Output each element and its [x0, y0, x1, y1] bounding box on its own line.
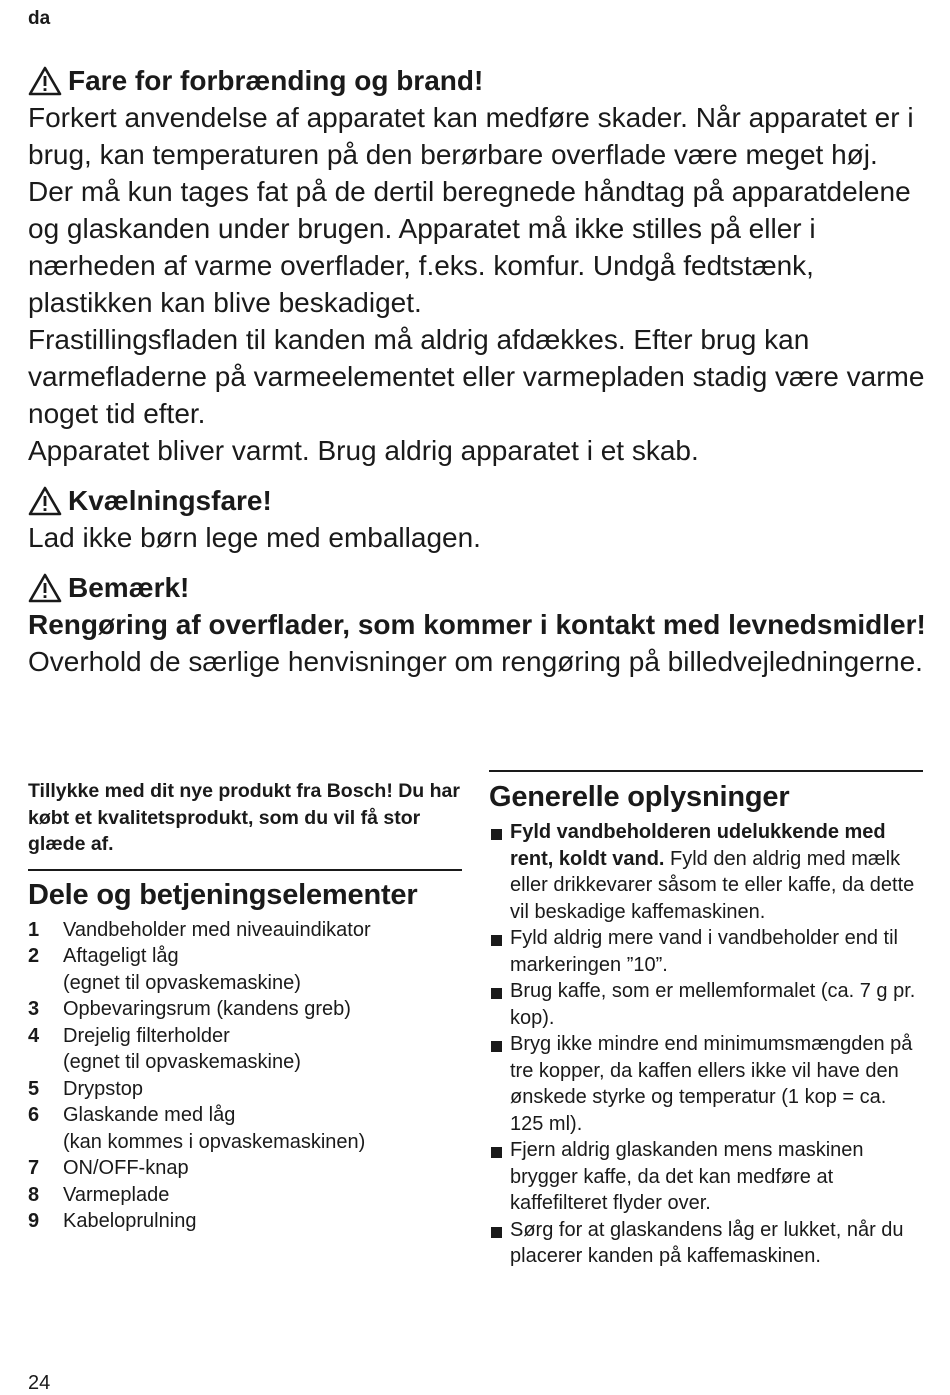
- list-item: [28, 1076, 462, 1103]
- list-item: [28, 996, 462, 1023]
- list-item: [489, 819, 923, 925]
- section-divider: [489, 770, 923, 815]
- bullet-square-icon: [489, 1137, 510, 1217]
- item-number: 1: [28, 918, 40, 941]
- right-column: [489, 770, 923, 1270]
- warning-title: [28, 569, 928, 606]
- list-item: [28, 943, 462, 996]
- warning-body-text: Lad ikke børn lege med emballagen.: [28, 522, 481, 553]
- list-item: [28, 1023, 462, 1076]
- bullet-square-icon: [489, 978, 510, 1031]
- item-text: Drejelig filterholder (egnet til opvaskemaskine): [63, 1024, 301, 1073]
- warning-triangle-icon: [28, 573, 62, 603]
- item-text: Vandbeholder med niveauindikator: [63, 918, 371, 941]
- list-item: [489, 1217, 923, 1270]
- bullet-plain-text: Fyld aldrig mere vand i vandbeholder end til markeringen ”10”.: [510, 927, 898, 976]
- list-item: [489, 925, 923, 978]
- item-number: 8: [28, 1183, 40, 1206]
- item-number: 4: [28, 1024, 40, 1047]
- bullet-plain-text: Bryg ikke mindre end minimumsmængden på tre kopper, da kaffen ellers ikke vil have den ønskede styrke og temperatur (1 kop = ca. 125 ml).: [510, 1033, 913, 1135]
- general-heading: Generelle oplysninger: [489, 781, 790, 813]
- bullet-text: [510, 819, 923, 925]
- item-text: Drypstop: [63, 1077, 144, 1100]
- bullet-plain-text: Sørg for at glaskandens låg er lukket, når du placerer kanden på kaffemaskinen.: [510, 1218, 904, 1267]
- warning-suffocation: [28, 482, 928, 556]
- item-number: 2: [28, 945, 40, 967]
- item-number: 6: [28, 1104, 40, 1126]
- warning-title: [28, 62, 928, 99]
- item-text: Varmeplade: [63, 1183, 170, 1206]
- item-number: 3: [28, 998, 40, 1020]
- list-item: [28, 1155, 462, 1182]
- bullet-square-icon: [489, 819, 510, 925]
- list-item: [489, 1137, 923, 1217]
- item-number: 9: [28, 1210, 40, 1232]
- warnings-section: [28, 62, 928, 693]
- item-text: Kabeloprulning: [63, 1210, 197, 1232]
- list-item: [28, 917, 462, 944]
- parts-list: [28, 917, 462, 1235]
- bullet-plain-text: Brug kaffe, som er mellemformalet (ca. 7 g pr. kop).: [510, 980, 916, 1029]
- bullet-text: [510, 1031, 923, 1137]
- list-item: [489, 1031, 923, 1137]
- warning-title-text: Kvælningsfare!: [68, 485, 272, 516]
- page-number: 24: [28, 1372, 51, 1394]
- left-column: [28, 778, 462, 1235]
- list-item: [28, 1102, 462, 1155]
- bullet-text: [510, 925, 923, 978]
- warning-body-text: Overhold de særlige henvisninger om rengøring på billedvejledningerne.: [28, 646, 923, 677]
- warning-body-bold: Rengøring af overflader, som kommer i kontakt med levnedsmidler!: [28, 609, 926, 640]
- language-code: da: [28, 8, 51, 29]
- bullet-bold-text: Fyld vandbeholderen udelukkende med rent, koldt vand.: [510, 821, 886, 870]
- warning-body-text: Forkert anvendelse af apparatet kan medføre skader. Når apparatet er i brug, kan temperaturen på den berørbare overflade være meget høj. Der må kun tages fat på de dertil beregnede håndtag på apparatdelene og glaskanden under brugen. Apparatet må ikke stilles på eller i nærheden af varme overflader, f.eks. komfur. Undgå fedtstænk, plastikken kan blive beskadiget. Frastillingsfladen til kanden må aldrig afdækkes. Efter brug kan varmefladerne på varmeelementet eller varmepladen stadig være varme noget tid efter. Apparatet bliver varmt. Brug aldrig apparatet i et skab.: [28, 102, 925, 466]
- warning-triangle-icon: [28, 486, 62, 516]
- bullet-text: [510, 978, 923, 1031]
- item-text: ON/OFF-knap: [63, 1157, 189, 1179]
- item-text: Glaskande med låg (kan kommes i opvaskemaskinen): [63, 1104, 366, 1153]
- warning-body: [28, 606, 928, 680]
- bullet-plain-text: Fyld den aldrig med mælk eller drikkevarer såsom te eller kaffe, da dette vil beskadige kaffemaskinen.: [510, 847, 915, 923]
- item-number: 7: [28, 1157, 40, 1179]
- warning-body: [28, 519, 928, 556]
- intro-text: Tillykke med dit nye produkt fra Bosch! Du har købt et kvalitetsprodukt, som du vil få stor glæde af.: [28, 778, 462, 871]
- list-item: [28, 1208, 462, 1235]
- parts-heading: Dele og betjeningselementer: [28, 878, 418, 911]
- bullet-text: [510, 1137, 923, 1217]
- item-number: 5: [28, 1077, 40, 1100]
- bullet-square-icon: [489, 1031, 510, 1137]
- list-item: [28, 1182, 462, 1209]
- bullet-square-icon: [489, 1217, 510, 1270]
- item-text: Aftageligt låg (egnet til opvaskemaskine): [63, 945, 301, 994]
- bullet-text: [510, 1217, 923, 1270]
- warning-body: [28, 99, 928, 469]
- warning-title-text: Bemærk!: [68, 572, 190, 603]
- warning-burn: [28, 62, 928, 469]
- warning-title: [28, 482, 928, 519]
- warning-title-text: Fare for forbrænding og brand!: [68, 65, 484, 96]
- bullet-plain-text: Fjern aldrig glaskanden mens maskinen brygger kaffe, da det kan medføre at kaffefilteret flyder over.: [510, 1139, 864, 1214]
- general-list: [489, 819, 923, 1270]
- item-text: Opbevaringsrum (kandens greb): [63, 998, 351, 1020]
- warning-triangle-icon: [28, 66, 62, 96]
- list-item: [489, 978, 923, 1031]
- bullet-square-icon: [489, 925, 510, 978]
- warning-note: [28, 569, 928, 680]
